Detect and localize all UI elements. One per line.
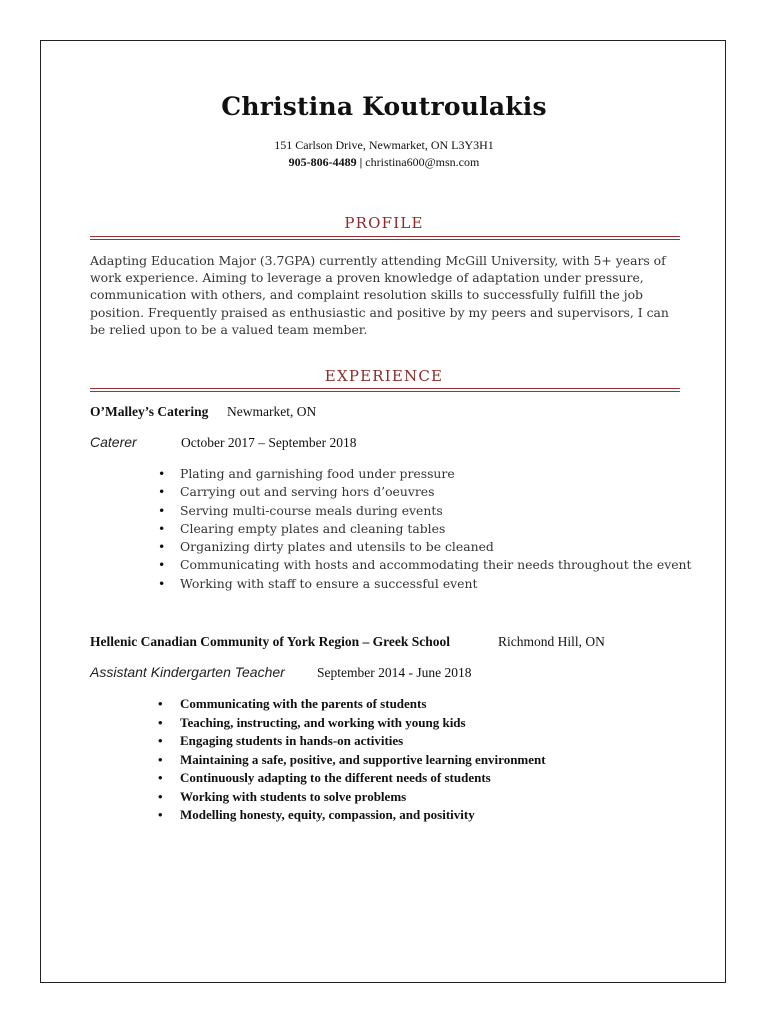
job-location: Newmarket, ON: [227, 404, 317, 419]
job-company: Hellenic Canadian Community of York Region – Greek School: [90, 634, 451, 649]
list-item: • Working with students to solve problems: [158, 788, 546, 807]
section-rule-profile: [90, 236, 680, 240]
list-item: • Clearing empty plates and cleaning tables: [158, 520, 692, 538]
job-company: O’Malley’s Catering: [90, 404, 209, 419]
list-item: • Organizing dirty plates and utensils to be cleaned: [158, 538, 692, 556]
contact-address: 151 Carlson Drive, Newmarket, ON L3Y3H1: [274, 138, 494, 152]
list-item: • Modelling honesty, equity, compassion, and positivity: [158, 806, 546, 825]
job-dates: October 2017 – September 2018: [181, 435, 357, 450]
list-item: • Working with staff to ensure a successful event: [158, 575, 692, 593]
list-item: • Plating and garnishing food under pressure: [158, 465, 692, 483]
list-item: • Serving multi-course meals during events: [158, 502, 692, 520]
job-role: Assistant Kindergarten Teacher: [90, 664, 285, 680]
contact-email: christina600@msn.com: [365, 155, 480, 169]
list-item: • Continuously adapting to the different needs of students: [158, 769, 546, 788]
profile-summary: Adapting Education Major (3.7GPA) currently attending McGill University, with 5+ years of work experience. Aiming to leverage a proven knowledge of adaptation under pressure, communication with others, and complaint resolution skills to successfully fulfill the job position. Frequently praised as enthusiastic and positive by my peers and supervisors, I can be relied upon to be a valued team member.: [90, 253, 669, 337]
job-role: Caterer: [90, 434, 137, 450]
job-duties-list: [158, 465, 692, 593]
list-item: • Communicating with the parents of students: [158, 695, 546, 714]
contact-line: [0, 155, 768, 170]
section-title-experience: EXPERIENCE: [324, 367, 444, 385]
section-title-profile: PROFILE: [344, 214, 424, 232]
list-item: • Communicating with hosts and accommodating their needs throughout the event: [158, 556, 692, 574]
list-item: • Teaching, instructing, and working with young kids: [158, 714, 546, 733]
job-location: Richmond Hill, ON: [498, 634, 605, 649]
job-duties-list: [158, 695, 546, 825]
list-item: • Maintaining a safe, positive, and supportive learning environment: [158, 751, 546, 770]
list-item: • Carrying out and serving hors d’oeuvres: [158, 483, 692, 501]
list-item: • Engaging students in hands-on activities: [158, 732, 546, 751]
contact-phone: 905-806-4489: [288, 155, 357, 169]
candidate-name: Christina Koutroulakis: [221, 92, 547, 121]
contact-separator: |: [356, 155, 366, 169]
job-dates: September 2014 - June 2018: [317, 665, 472, 680]
section-rule-experience: [90, 388, 680, 392]
